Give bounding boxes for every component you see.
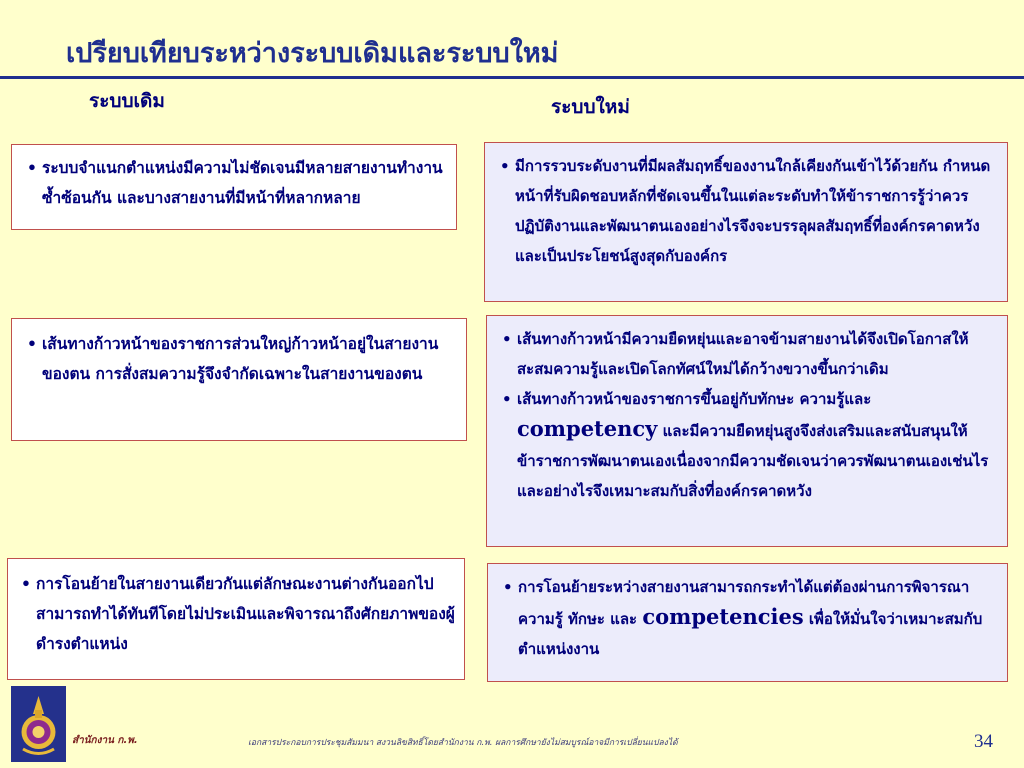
old-box-career-path [11,318,467,441]
competencies-term: competencies [642,604,804,629]
old-system-heading: ระบบเดิม [89,90,165,112]
bullet-icon: • [502,330,512,348]
new-box-transfer-text-a: การโอนย้ายระหว่างสายงานสามารถกระทำได้แต่ต้องผ่านการพิจารณาความรู้ ทักษะ และ [518,578,970,628]
new-box-grouping [484,142,1008,302]
slide-title: เปรียบเทียบระหว่างระบบเดิมและระบบใหม่ [66,38,559,69]
footer-disclaimer: เอกสารประกอบการประชุมสัมมนา สงวนลิขสิทธิ์โดยสำนักงาน ก.พ. ผลการศึกษายังไม่สมบูรณ์อาจมีการเปลี่ยนแปลงได้ [248,738,678,748]
bullet-icon: • [27,334,37,353]
new-box-career-path-text-2b: และมีความยืดหยุ่นสูงจึงส่งเสริมและสนับสนุนให้ข้าราชการพัฒนาตนเองเนื่องจากมีความชัดเจนว่าควรพัฒนาตนเองเช่นไรและอย่างไรจึงเหมาะสมกับสิ่งที่องค์กรคาดหวัง [517,422,989,500]
new-box-transfer-text-b: เพื่อให้มั่นใจว่าเหมาะสมกับตำแหน่งงาน [518,610,983,658]
old-box-transfer [7,558,465,680]
new-box-grouping-text: มีการรวบระดับงานที่มีผลสัมฤทธิ์ของงานใกล้เคียงกันเข้าไว้ด้วยกัน กำหนดหน้าที่รับผิดชอบหลักที่ชัดเจนขึ้นในแต่ละระดับทำให้ข้าราชการรู้ว่าควรปฏิบัติงานและพัฒนาตนเองอย่างไรจึงจะบรรลุผลสัมฤทธิ์ที่องค์กรคาดหวังและเป็นประโยชน์สูงสุดกับองค์กร [515,157,991,265]
bullet-icon: • [500,157,510,175]
org-name: สำนักงาน ก.พ. [72,735,138,746]
office-seal-logo-icon [11,686,66,762]
bullet-icon: • [503,578,513,596]
old-box-transfer-text: การโอนย้ายในสายงานเดียวกันแต่ลักษณะงานต่างกันออกไปสามารถทำได้ทันทีโดยไม่ประเมินและพิจารณาถึงศักยภาพของผู้ดำรงตำแหน่ง [36,574,455,653]
page-number: 34 [974,731,993,752]
bullet-icon: • [502,390,512,408]
title-underline [0,76,1024,79]
bullet-icon: • [27,158,37,177]
bullet-icon: • [21,574,31,593]
old-box-classification [11,144,457,230]
new-system-heading: ระบบใหม่ [551,96,630,118]
old-box-classification-text: ระบบจำแนกตำแหน่งมีความไม่ชัดเจนมีหลายสายงานทำงานซ้ำซ้อนกัน และบางสายงานที่มีหน้าที่หลากหลาย [42,158,443,207]
new-box-career-path-text-1: เส้นทางก้าวหน้ามีความยืดหยุ่นและอาจข้ามสายงานได้จึงเปิดโอกาสให้สะสมความรู้และเปิดโลกทัศน์ใหม่ได้กว้างขวางขึ้นกว่าเดิม [517,330,969,378]
competency-term: competency [517,416,658,441]
new-box-transfer [487,563,1008,682]
new-box-career-path-text-2a: เส้นทางก้าวหน้าของราชการขึ้นอยู่กับทักษะ ความรู้และ [517,390,872,408]
new-box-career-path [486,315,1008,547]
old-box-career-path-text: เส้นทางก้าวหน้าของราชการส่วนใหญ่ก้าวหน้าอยู่ในสายงานของตน การสั่งสมความรู้จึงจำกัดเฉพาะในสายงานของตน [42,334,439,383]
